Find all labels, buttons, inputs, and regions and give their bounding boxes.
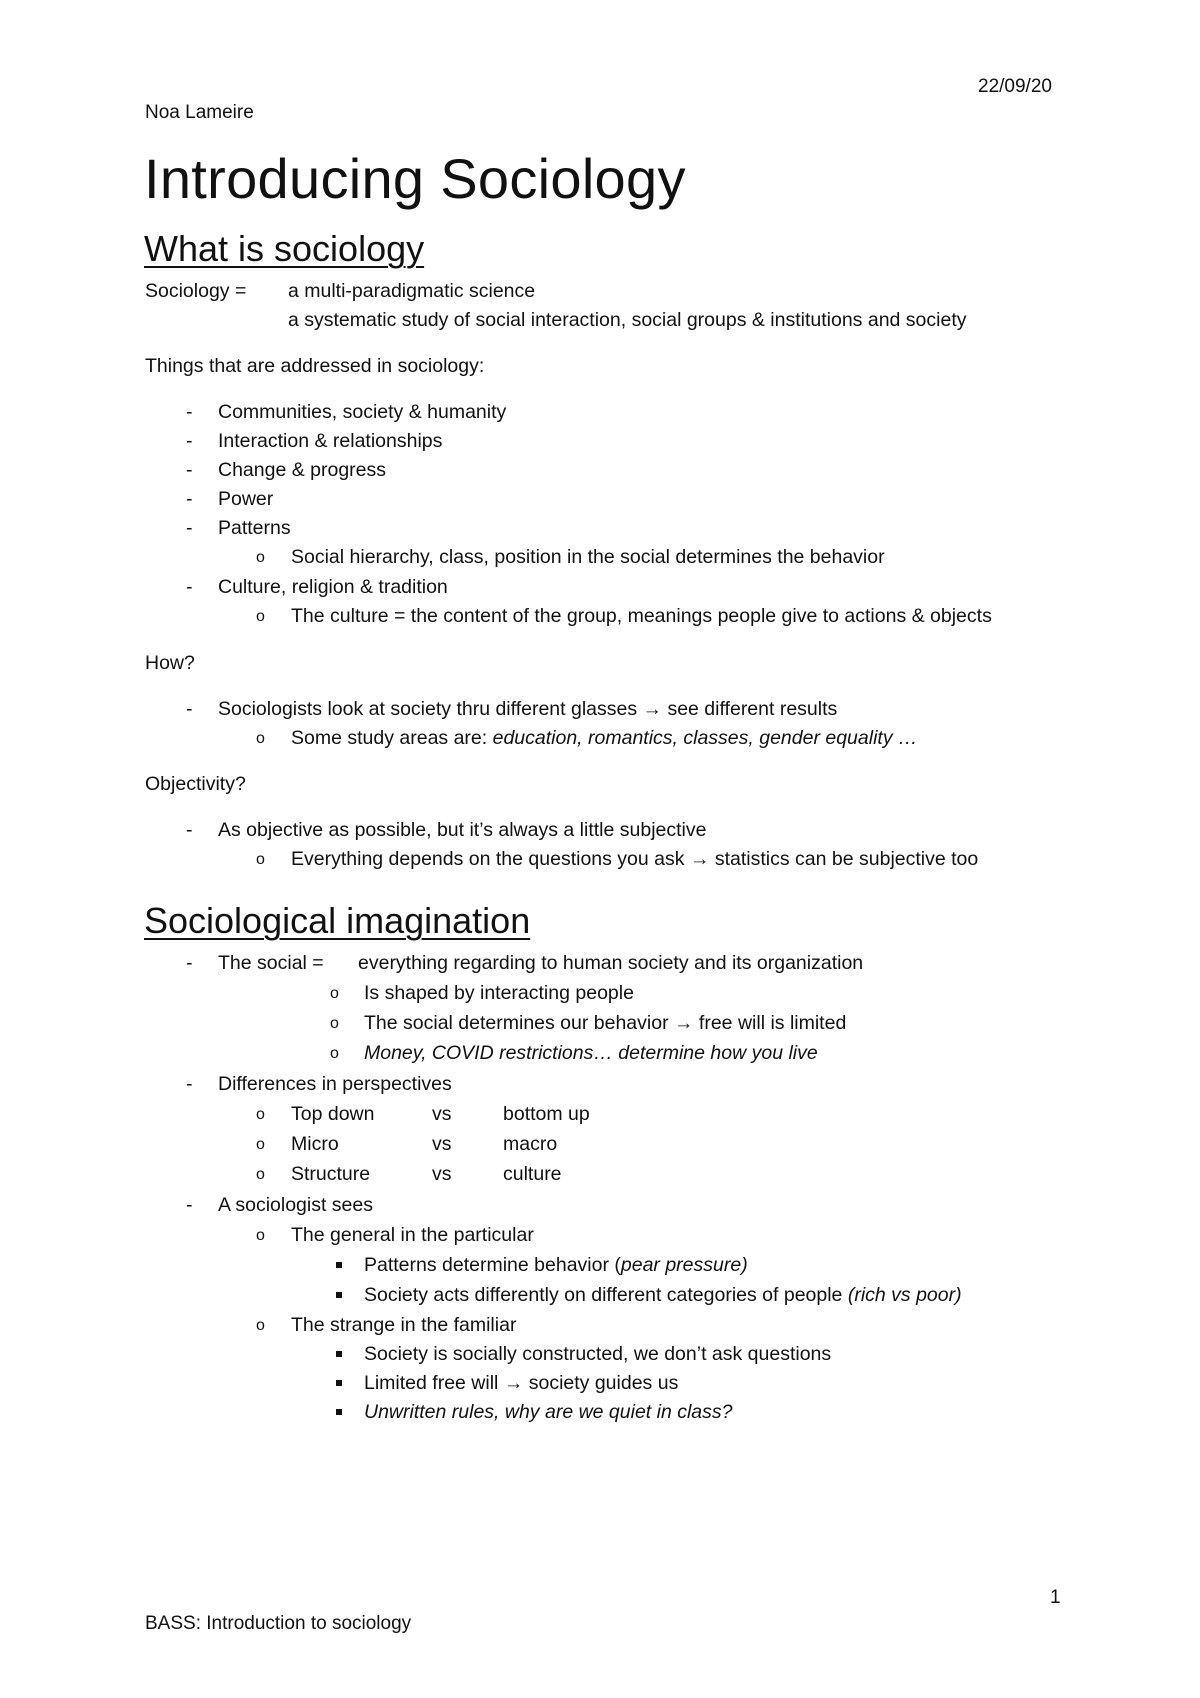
section-heading-what-is-sociology: What is sociology [144,228,425,269]
dash-bullet: - [186,819,193,841]
circle-bullet: o [256,549,265,566]
list-item: A sociologist sees [218,1194,374,1216]
list-subsubitem [364,1254,748,1277]
circle-bullet: o [330,1045,339,1062]
dash-bullet: - [186,401,193,423]
pair-vs: vs [432,1103,452,1125]
pair-b: culture [503,1163,562,1185]
arrow-icon: → [642,698,663,720]
list-subitem [291,848,978,871]
list-item: Interaction & relationships [218,430,443,452]
list-subsubitem [364,1372,678,1395]
gen1-italic: pear pressure) [620,1254,748,1276]
dash-bullet: - [186,488,193,510]
social-definition: everything regarding to human society and its organization [358,952,864,974]
dash-bullet: - [186,430,193,452]
list-subitem [291,727,918,750]
definition-line-1: a multi-paradigmatic science [288,280,536,302]
list-subsubitem: Unwritten rules, why are we quiet in class? [364,1401,733,1423]
square-bullet-icon [336,1409,342,1415]
author-name: Noa Lameire [145,102,254,123]
social-term: The social = [218,952,324,974]
gen2-italic: (rich vs poor) [847,1284,962,1306]
obj-sub-a: Everything depends on the questions you ask [291,848,685,870]
list-item: Power [218,488,274,510]
how-item-result: see different results [667,698,838,720]
dash-bullet: - [186,698,193,720]
list-subitem: The strange in the familiar [291,1314,517,1336]
dash-bullet: - [186,576,193,598]
list-subitem: Is shaped by interacting people [364,982,634,1004]
list-item: Differences in perspectives [218,1073,452,1095]
dash-bullet: - [186,517,193,539]
gen2-text: Society acts differently on different categories of people [364,1284,848,1306]
str2-b: society guides us [528,1372,679,1394]
social-sub2-b: free will is limited [698,1012,847,1034]
str2-a: Limited free will [364,1372,499,1394]
circle-bullet: o [330,1015,339,1032]
list-item: Patterns [218,517,291,539]
list-item: As objective as possible, but it’s always a little subjective [218,819,707,841]
objectivity-heading: Objectivity? [145,773,246,795]
how-item-text: Sociologists look at society thru different glasses [218,698,638,720]
section-heading-sociological-imagination: Sociological imagination [144,900,531,941]
pair-a: Top down [291,1103,375,1125]
circle-bullet: o [256,1136,265,1153]
definition-term: Sociology = [145,280,247,302]
social-sub2-a: The social determines our behavior [364,1012,669,1034]
definition-line-2: a systematic study of social interaction, social groups & institutions and society [288,309,967,331]
footer-course: BASS: Introduction to sociology [145,1613,412,1634]
dash-bullet: - [186,1073,193,1095]
circle-bullet: o [256,1166,265,1183]
circle-bullet: o [256,730,265,747]
list-subitem: Social hierarchy, class, position in the social determines the behavior [291,546,885,568]
arrow-icon: → [689,848,710,870]
circle-bullet: o [256,1106,265,1123]
list-subitem: The general in the particular [291,1224,534,1246]
header-date: 22/09/20 [978,76,1052,97]
list-subitem: Money, COVID restrictions… determine how you live [364,1042,818,1064]
how-sub-italic: education, romantics, classes, gender equality … [492,727,918,749]
pair-a: Structure [291,1163,371,1185]
list-subsubitem: Society is socially constructed, we don’t ask questions [364,1343,832,1365]
how-sub-prefix: Some study areas are: [291,727,493,749]
list-subitem: The culture = the content of the group, meanings people give to actions & objects [291,605,992,627]
circle-bullet: o [256,1227,265,1244]
circle-bullet: o [256,608,265,625]
list-subitem [364,1012,846,1035]
list-item: Change & progress [218,459,387,481]
arrow-icon: → [503,1372,524,1394]
pair-b: macro [503,1133,558,1155]
obj-sub-b: statistics can be subjective too [714,848,979,870]
things-intro: Things that are addressed in sociology: [145,355,485,377]
dash-bullet: - [186,952,193,974]
list-item: Communities, society & humanity [218,401,507,423]
square-bullet-icon [336,1292,342,1298]
circle-bullet: o [256,1317,265,1334]
square-bullet-icon [336,1380,342,1386]
arrow-icon: → [674,1012,694,1034]
pair-b: bottom up [503,1103,590,1125]
list-subsubitem [364,1284,962,1307]
pair-vs: vs [432,1163,452,1185]
circle-bullet: o [256,851,265,868]
how-heading: How? [145,652,195,674]
pair-a: Micro [291,1133,339,1155]
page-title: Introducing Sociology [144,147,686,210]
list-item: Culture, religion & tradition [218,576,448,598]
page-number: 1 [1050,1587,1061,1608]
square-bullet-icon [336,1351,342,1357]
dash-bullet: - [186,1194,193,1216]
square-bullet-icon [336,1262,342,1268]
circle-bullet: o [330,985,339,1002]
gen1-text: Patterns determine behavior ( [364,1254,621,1276]
pair-vs: vs [432,1133,452,1155]
dash-bullet: - [186,459,193,481]
list-item [218,698,837,721]
